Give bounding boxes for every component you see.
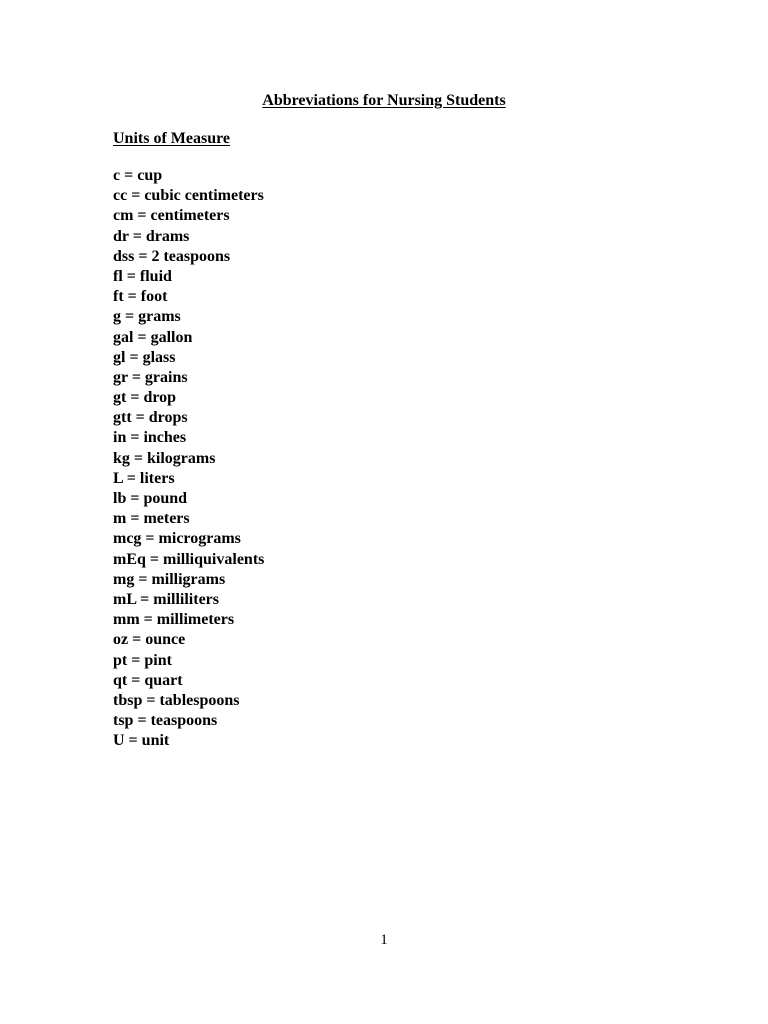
abbreviation-item: U = unit [113, 732, 170, 750]
abbreviation-item: c = cup [113, 167, 163, 184]
page-number: 1 [380, 932, 388, 948]
abbreviation-item: gtt = drops [113, 409, 188, 427]
abbreviation-item: dr = drams [113, 227, 190, 245]
abbreviation-item: gt = drop [113, 389, 177, 407]
abbreviation-item: pt = pint [113, 651, 172, 669]
abbreviation-item: oz = ounce [113, 631, 186, 649]
section-heading-units-of-measure: Units of Measure [113, 130, 231, 147]
abbreviation-item: cc = cubic centimeters [113, 187, 264, 205]
abbreviation-item: g = grams [113, 308, 181, 326]
abbreviation-item: lb = pound [113, 490, 188, 507]
abbreviation-item: gl = glass [113, 348, 176, 366]
abbreviation-item: kg = kilograms [113, 449, 216, 467]
abbreviation-item: cm = centimeters [113, 207, 230, 225]
abbreviation-item: gr = grains [113, 368, 188, 386]
abbreviation-item: m = meters [113, 510, 190, 528]
abbreviation-item: mcg = micrograms [113, 530, 241, 548]
abbreviation-list [113, 166, 264, 751]
abbreviation-item: in = inches [113, 429, 187, 447]
abbreviation-item: ft = foot [113, 288, 168, 306]
abbreviation-item: mm = millimeters [113, 611, 235, 629]
abbreviation-item: tsp = teaspoons [113, 712, 218, 730]
abbreviation-item: gal = gallon [113, 328, 193, 346]
abbreviation-item: dss = 2 teaspoons [113, 247, 231, 265]
document-title: Abbreviations for Nursing Students [262, 92, 506, 109]
abbreviation-item: qt = quart [113, 671, 183, 689]
abbreviation-item: tbsp = tablespoons [113, 691, 240, 709]
abbreviation-item: fl = fluid [113, 267, 172, 285]
abbreviation-item: mL = milliliters [113, 590, 219, 608]
abbreviation-item: mEq = milliquivalents [113, 550, 265, 568]
abbreviation-item: mg = milligrams [113, 570, 226, 588]
abbreviation-item: L = liters [113, 469, 175, 487]
